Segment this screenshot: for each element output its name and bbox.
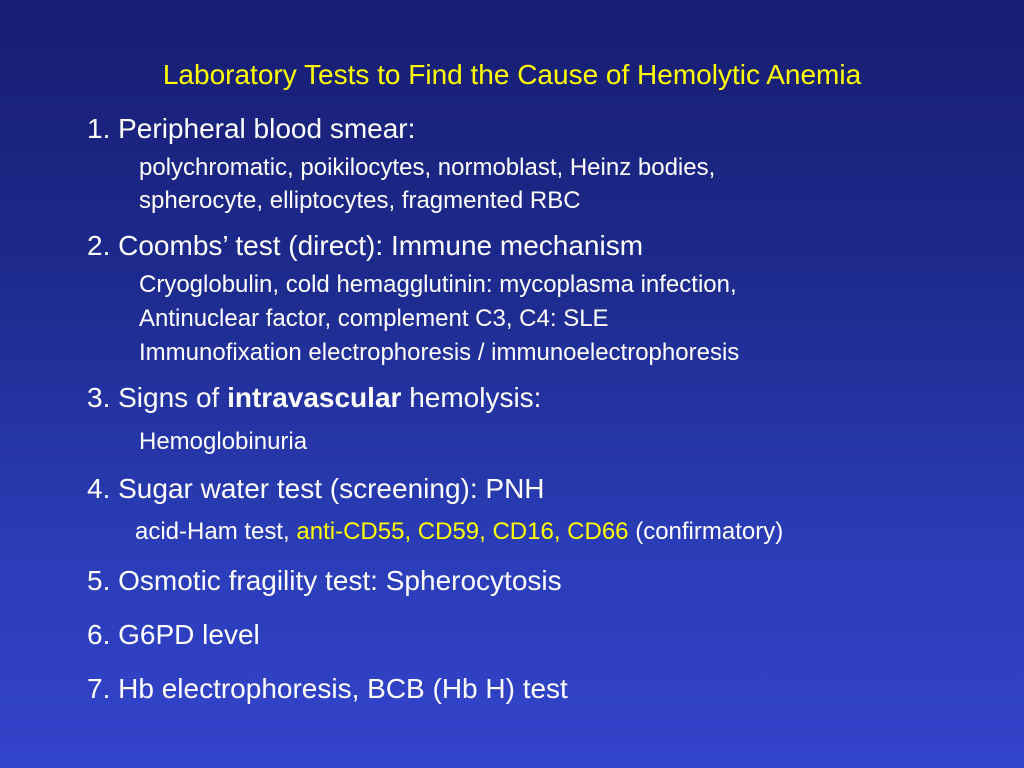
item-3-heading-end: hemolysis: [401,382,542,413]
item-6-heading: 6. G6PD level [87,619,260,650]
item-4-detail [135,515,783,549]
item-2-detail-1: Cryoglobulin, cold hemagglutinin: mycoplasma infection, [139,271,737,298]
item-3-heading-start: 3. Signs of [87,382,228,413]
slide-title: Laboratory Tests to Find the Cause of Hemolytic Anemia [162,59,862,90]
item-4-detail-end: (confirmatory) [628,518,784,545]
item-7-heading: 7. Hb electrophoresis, BCB (Hb H) test [87,673,568,704]
item-4-heading: 4. Sugar water test (screening): PNH [87,473,545,504]
item-4-detail-start: acid-Ham test, [135,518,297,545]
item-2-heading: 2. Coombs’ test (direct): Immune mechanism [87,230,644,261]
item-1-detail-2: spherocyte, elliptocytes, fragmented RBC [139,187,581,214]
item-3-heading-bold: intravascular [227,382,402,413]
item-4-detail-highlight: anti-CD55, CD59, CD16, CD66 [296,518,629,545]
item-1-heading: 1. Peripheral blood smear: [87,113,416,144]
item-5-heading: 5. Osmotic fragility test: Spherocytosis [87,565,562,596]
item-1-detail-1: polychromatic, poikilocytes, normoblast, Heinz bodies, [139,154,716,181]
item-2-detail-2: Antinuclear factor, complement C3, C4: SLE [139,305,609,332]
item-3-heading [87,381,541,415]
item-3-detail-1: Hemoglobinuria [139,428,308,455]
item-2-detail-3: Immunofixation electrophoresis / immunoelectrophoresis [139,339,740,366]
